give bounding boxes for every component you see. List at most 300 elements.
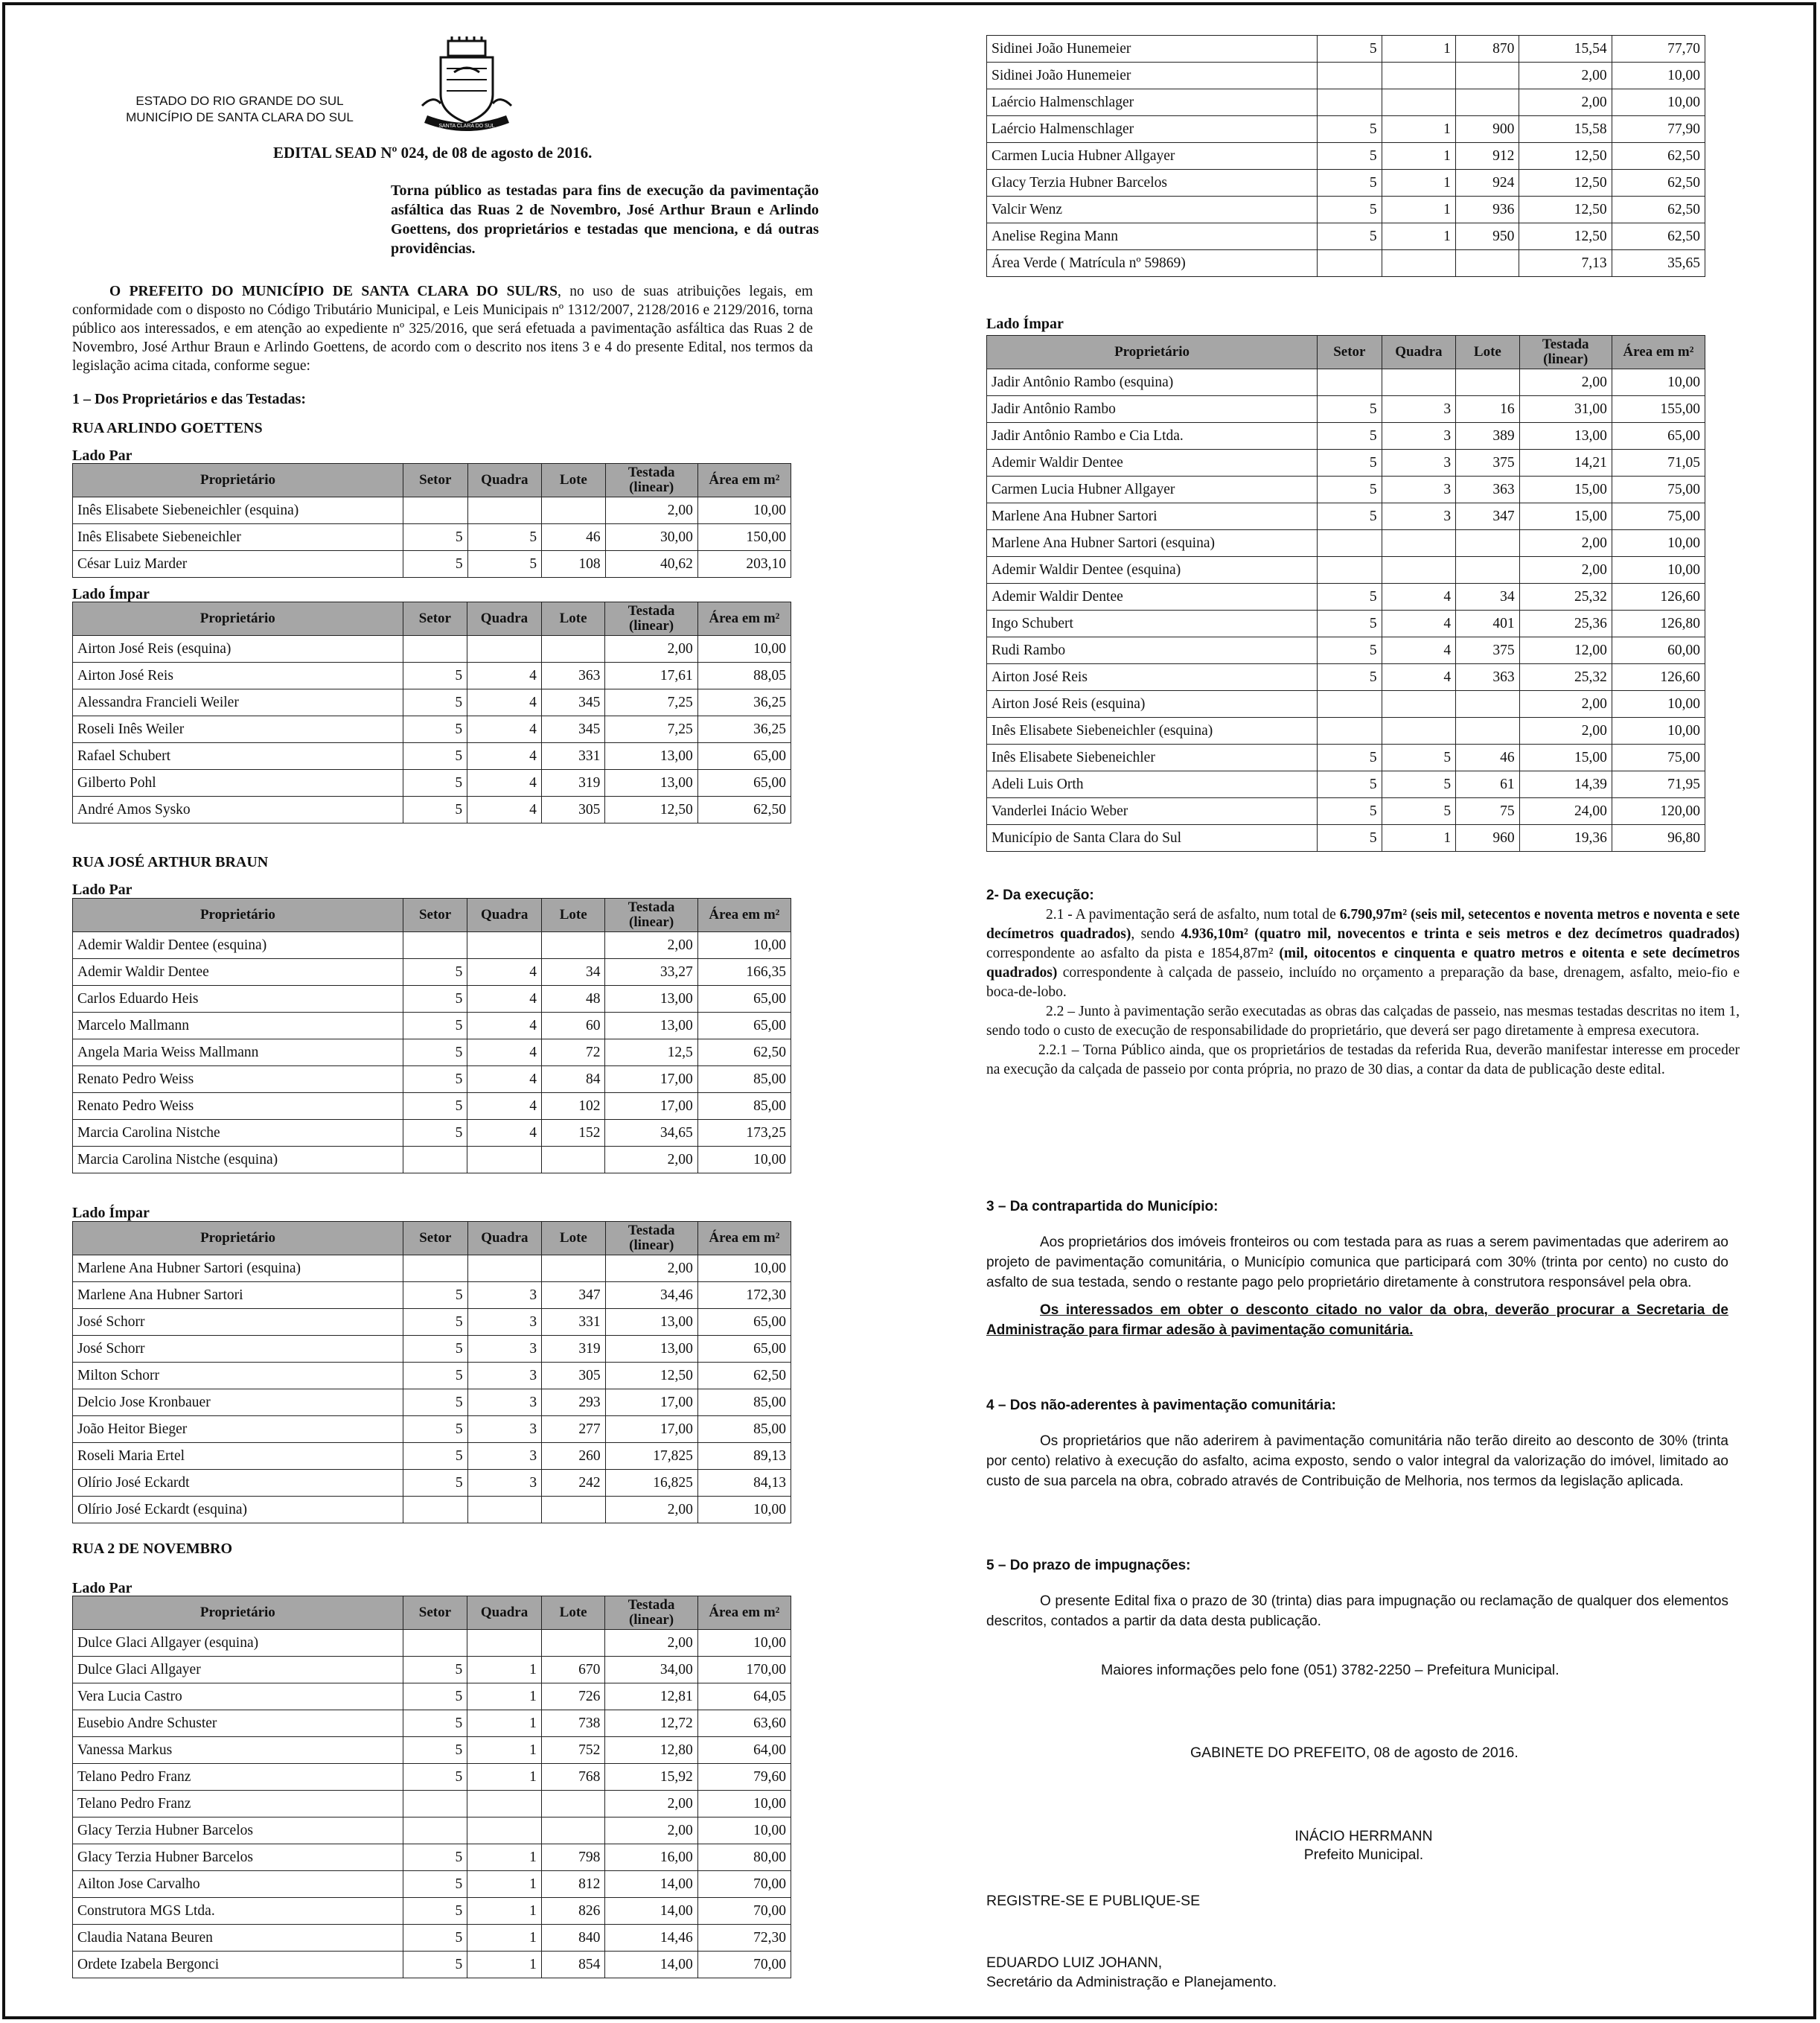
cell-testada: 15,92 [605,1764,697,1791]
cell-proprietario: Construtora MGS Ltda. [73,1898,403,1925]
cell-area: 65,00 [697,1013,791,1039]
cell-area: 62,50 [697,1363,791,1389]
cell-testada: 2,00 [605,1791,697,1817]
cell-area: 10,00 [697,1791,791,1817]
cell-quadra: 1 [467,1952,542,1978]
cell-setor [403,497,468,524]
table-novembro-par-continued [986,35,1705,277]
cell-area: 65,00 [697,1336,791,1363]
cell-testada: 2,00 [605,1147,697,1173]
cell-area: 120,00 [1612,798,1705,825]
section3-body [986,1232,1728,1340]
cell-proprietario: André Amos Sysko [73,797,403,823]
cell-quadra: 4 [467,743,542,770]
street-novembro-title: RUA 2 DE NOVEMBRO [72,1541,233,1557]
cell-testada: 34,65 [605,1120,697,1147]
cell-testada: 34,46 [605,1282,697,1309]
cell-testada: 2,00 [605,1817,697,1844]
cell-proprietario: Renato Pedro Weiss [73,1093,403,1120]
column-header-quadra: Quadra [467,1596,542,1630]
cell-area: 10,00 [697,636,791,663]
cell-proprietario: Dulce Glaci Allgayer (esquina) [73,1630,403,1657]
table-row [987,477,1705,503]
section2-item-2-2-1: 2.2.1 – Torna Público ainda, que os proprietários de testadas da referida Rua, deverão manifestar interesse em proceder na execução da calçada de passeio por conta própria, no prazo de 30 dias, a contar da data de publicação deste edital. [986,1042,1740,1077]
table-row [987,450,1705,477]
section2-title: 2- Da execução: [986,888,1094,903]
cell-quadra: 5 [467,524,542,551]
cell-area: 85,00 [697,1416,791,1443]
table-row [987,745,1705,771]
cell-testada: 12,72 [605,1710,697,1737]
table-row [987,197,1705,223]
cell-setor: 5 [403,1871,467,1898]
cell-lote: 870 [1455,36,1519,63]
cell-proprietario: Telano Pedro Franz [73,1791,403,1817]
cell-proprietario: Eusebio Andre Schuster [73,1710,403,1737]
cell-testada: 12,5 [605,1039,697,1066]
cell-area: 64,00 [697,1737,791,1764]
cell-setor: 5 [403,770,467,797]
cell-lote: 401 [1456,611,1519,637]
cell-setor: 5 [403,797,467,823]
cell-area: 126,60 [1612,664,1705,691]
cell-quadra: 4 [467,1013,542,1039]
cell-setor [403,1255,468,1282]
cell-lote: 242 [542,1470,605,1497]
document-page [2,2,1816,2019]
section2-item-2-2: 2.2 – Junto à pavimentação serão executadas as obras das calçadas de passeio, nas mesmas testadas descritas no item 1, sendo todo o custo de execução de responsabilidade do proprietário, que deverá ser pago diretamente à empresa executora. [986,1004,1740,1039]
column-header-quadra: Quadra [467,1222,542,1255]
preamble [72,282,813,375]
cell-proprietario: Glacy Terzia Hubner Barcelos [987,170,1318,197]
column-header-area: Área em m² [697,899,791,932]
column-header-lote: Lote [541,602,605,636]
cell-area: 64,05 [697,1683,791,1710]
cell-area: 10,00 [697,1497,791,1523]
cell-proprietario: Sidinei João Hunemeier [987,36,1318,63]
cell-lote: 840 [541,1925,605,1952]
cell-lote [541,1817,605,1844]
cell-area: 10,00 [1612,63,1705,89]
cell-lote [542,1497,605,1523]
table-row [987,396,1705,423]
cell-setor: 5 [1318,798,1382,825]
table-row [73,551,791,578]
cell-area: 70,00 [697,1871,791,1898]
cell-testada: 13,00 [605,1309,697,1336]
table-row [73,1093,791,1120]
cell-proprietario: Marcia Carolina Nistche [73,1120,403,1147]
column-header-testada: Testada (linear) [605,899,697,932]
cell-quadra [1382,691,1456,718]
cell-setor [403,636,467,663]
cell-setor: 5 [1318,170,1382,197]
table-row [987,825,1705,852]
municipal-crest-icon [418,35,515,139]
cell-quadra: 4 [467,716,542,743]
cell-quadra: 1 [1382,143,1455,170]
cell-testada: 2,00 [605,1255,697,1282]
cell-area: 84,13 [697,1470,791,1497]
cell-proprietario: Milton Schorr [73,1363,403,1389]
cell-setor: 5 [403,1710,467,1737]
cell-proprietario: Ademir Waldir Dentee (esquina) [73,932,403,959]
table-novembro-par [72,1596,791,1978]
cell-proprietario: Gilberto Pohl [73,770,403,797]
cell-area: 126,60 [1612,584,1705,611]
section5-body [986,1591,1728,1631]
cell-setor: 5 [403,743,467,770]
crest-banner-text: SANTA CLARA DO SUL [438,124,495,129]
table-row [987,423,1705,450]
cell-proprietario: Angela Maria Weiss Mallmann [73,1039,403,1066]
cell-quadra: 1 [1382,223,1455,250]
cell-area: 70,00 [697,1952,791,1978]
cell-lote: 726 [541,1683,605,1710]
cell-setor: 5 [1318,477,1382,503]
cell-setor: 5 [403,1389,468,1416]
table-row [73,743,791,770]
cell-lote [542,497,605,524]
cell-testada: 13,00 [1519,423,1612,450]
cell-proprietario: Delcio Jose Kronbauer [73,1389,403,1416]
cell-area: 75,00 [1612,745,1705,771]
cell-lote: 345 [541,689,605,716]
cell-proprietario: Ailton Jose Carvalho [73,1871,403,1898]
contact-info: Maiores informações pelo fone (051) 3782-2250 – Prefeitura Municipal. [1101,1662,1559,1678]
table-jose-par [72,898,791,1173]
cell-proprietario: Área Verde ( Matrícula nº 59869) [987,250,1318,277]
cell-lote: 752 [541,1737,605,1764]
cell-quadra: 5 [467,551,542,578]
header-institution [117,93,363,126]
column-header-proprietario: Proprietário [73,1222,403,1255]
cell-quadra: 3 [1382,396,1456,423]
cell-quadra: 1 [467,1844,542,1871]
cell-testada: 40,62 [605,551,697,578]
cell-lote: 375 [1456,450,1519,477]
cell-area: 96,80 [1612,825,1705,852]
state-name: ESTADO DO RIO GRANDE DO SUL [135,94,344,108]
cell-quadra: 4 [467,1120,542,1147]
street-arlindo-title: RUA ARLINDO GOETTENS [72,420,263,436]
column-header-quadra: Quadra [467,602,542,636]
column-header-area: Área em m² [697,602,791,636]
cell-proprietario: Carmen Lucia Hubner Allgayer [987,143,1318,170]
section2-item-2-1 [986,905,1740,1002]
cell-quadra: 3 [467,1470,542,1497]
cell-testada: 14,46 [605,1925,697,1952]
cell-quadra: 1 [1382,825,1456,852]
cell-setor [1318,557,1382,584]
cell-setor: 5 [1318,771,1382,798]
cell-setor: 5 [403,1925,467,1952]
cell-lote [1456,369,1519,396]
cell-setor: 5 [403,1737,467,1764]
cell-proprietario: César Luiz Marder [73,551,403,578]
cell-lote: 260 [542,1443,605,1470]
column-header-setor: Setor [403,1596,467,1630]
cell-setor [403,1147,467,1173]
cell-testada: 12,50 [1519,223,1612,250]
table-row [987,116,1705,143]
cell-testada: 12,80 [605,1737,697,1764]
cell-lote: 670 [541,1657,605,1683]
cell-testada: 2,00 [1519,89,1612,116]
table-row [73,1443,791,1470]
cell-area: 10,00 [1612,557,1705,584]
cell-lote: 75 [1456,798,1519,825]
table-row [73,1764,791,1791]
cell-setor: 5 [403,959,467,986]
cell-testada: 2,00 [1519,557,1612,584]
cell-lote: 16 [1456,396,1519,423]
table-row [73,1497,791,1523]
table-row [987,89,1705,116]
cell-quadra: 3 [467,1336,542,1363]
cell-quadra: 1 [467,1871,542,1898]
table-row [987,36,1705,63]
s2-calcada-area: (mil, oitocentos e cinquenta e quatro metros e oitenta e sete decímetros quadrados) [986,946,1740,981]
cell-area: 89,13 [697,1443,791,1470]
cell-testada: 12,81 [605,1683,697,1710]
cell-area: 63,60 [697,1710,791,1737]
cell-quadra [467,1497,542,1523]
mayor-name: INÁCIO HERRMANN [1294,1828,1433,1844]
column-header-proprietario: Proprietário [73,1596,403,1630]
table-row [73,1416,791,1443]
novembro-par-label: Lado Par [72,1580,132,1596]
cell-testada: 2,00 [1519,718,1612,745]
cell-area: 10,00 [697,932,791,959]
cell-testada: 17,00 [605,1416,697,1443]
s2-text-e: correspondente ao asfalto da pista e 1854,87m² [986,946,1280,961]
cell-testada: 2,00 [605,636,697,663]
table-row [73,1925,791,1952]
cell-lote [541,1147,604,1173]
cell-testada: 14,00 [605,1871,697,1898]
cell-area: 203,10 [697,551,791,578]
cell-testada: 25,36 [1519,611,1612,637]
cell-setor: 5 [1318,745,1382,771]
cell-area: 77,70 [1612,36,1705,63]
cell-proprietario: Ademir Waldir Dentee [987,584,1318,611]
cell-proprietario: José Schorr [73,1336,403,1363]
cell-area: 71,95 [1612,771,1705,798]
table-row [987,584,1705,611]
cell-setor: 5 [1318,637,1382,664]
cell-setor: 5 [403,1683,467,1710]
cell-area: 170,00 [697,1657,791,1683]
table-novembro-impar [986,335,1705,852]
cell-proprietario: Marlene Ana Hubner Sartori (esquina) [73,1255,403,1282]
cell-area: 155,00 [1612,396,1705,423]
cell-quadra: 4 [1382,584,1456,611]
table-row [73,1791,791,1817]
cell-lote: 363 [1456,664,1519,691]
cell-proprietario: Marlene Ana Hubner Sartori (esquina) [987,530,1318,557]
cell-testada: 2,00 [605,932,697,959]
cell-testada: 19,36 [1519,825,1612,852]
cell-proprietario: Ingo Schubert [987,611,1318,637]
cell-lote: 347 [542,1282,605,1309]
cell-area: 65,00 [697,743,791,770]
s2-total-area: 6.790,97m² (seis mil, setecentos e noventa metros e noventa e sete decímetros quadrados) [986,907,1740,942]
cell-area: 65,00 [697,770,791,797]
cell-quadra: 4 [467,663,542,689]
cell-testada: 17,00 [605,1066,697,1093]
section3-paragraph: Aos proprietários dos imóveis fronteiros ou com testada para as ruas a serem pavimentadas que aderirem ao projeto de pavimentação comunitária, o Município comunica que participará com 30% (trinta por cento) no custo do asfalto de sua testada, sendo o restante pago pelo proprietário diretamente à construtora responsável pela obra. [986,1234,1728,1290]
cell-proprietario: João Heitor Bieger [73,1416,403,1443]
cell-quadra [1382,250,1455,277]
cell-quadra: 1 [467,1898,542,1925]
table-row [73,497,791,524]
cell-proprietario: Marlene Ana Hubner Sartori [987,503,1318,530]
column-header-quadra: Quadra [467,899,542,932]
cell-testada: 13,00 [605,1336,697,1363]
cell-testada: 14,00 [605,1898,697,1925]
cell-setor: 5 [1318,143,1382,170]
cell-testada: 14,21 [1519,450,1612,477]
cell-proprietario: Olírio José Eckardt [73,1470,403,1497]
preamble-text: , no uso de suas atribuições legais, em conformidade com o disposto no Código Tributário Municipal, e Leis Municipais nº 1312/2007, 2128/2016 e 2129/2016, torna público aos interessados, e em atenção ao expediente nº 325/2016, que será efetuada a pavimentação asfáltica das Ruas 2 de Novembro, José Arthur Braun e Arlindo Goettens, de acordo com o descrito nos itens 3 e 4 do presente Edital, nos termos da legislação acima citada, conforme segue: [72,284,813,374]
cell-lote: 277 [542,1416,605,1443]
cell-lote: 305 [541,797,605,823]
cell-setor: 5 [1318,396,1382,423]
cell-quadra: 1 [1382,170,1455,197]
cell-proprietario: Inês Elisabete Siebeneichler (esquina) [987,718,1318,745]
cell-quadra [467,1147,542,1173]
cell-setor: 5 [403,1282,468,1309]
s2-pista-area: 4.936,10m² (quatro mil, novecentos e trinta e seis metros e dez decímetros quadrados) [1181,926,1740,942]
cell-testada: 17,825 [605,1443,697,1470]
cell-setor: 5 [403,1416,468,1443]
cell-quadra: 4 [467,689,542,716]
table-row [73,770,791,797]
table-row [73,1710,791,1737]
cell-setor: 5 [403,1443,468,1470]
cell-lote: 363 [1456,477,1519,503]
cell-setor: 5 [403,1898,467,1925]
cell-proprietario: Alessandra Francieli Weiler [73,689,403,716]
cell-setor: 5 [403,1764,467,1791]
cell-testada: 2,00 [605,497,697,524]
section5-title: 5 – Do prazo de impugnações: [986,1558,1191,1573]
cell-setor: 5 [403,1309,468,1336]
column-header-proprietario: Proprietário [73,602,403,636]
cell-proprietario: Jadir Antônio Rambo e Cia Ltda. [987,423,1318,450]
table-row [987,664,1705,691]
cell-setor: 5 [403,1844,467,1871]
cell-area: 60,00 [1612,637,1705,664]
column-header-setor: Setor [403,464,468,497]
secretary-name: EDUARDO LUIZ JOHANN, [986,1954,1163,1971]
cell-quadra [1382,718,1456,745]
cell-lote [1456,530,1519,557]
cell-setor: 5 [1318,116,1382,143]
cell-area: 36,25 [697,716,791,743]
cell-proprietario: Laércio Halmenschlager [987,89,1318,116]
column-header-testada: Testada (linear) [605,464,697,497]
cell-lote [541,1630,605,1657]
cell-quadra [467,1791,542,1817]
cell-lote: 854 [541,1952,605,1978]
cell-setor: 5 [1318,584,1382,611]
table-row [73,716,791,743]
cell-lote: 960 [1456,825,1519,852]
cell-testada: 2,00 [1519,369,1612,396]
cell-proprietario: Ordete Izabela Bergonci [73,1952,403,1978]
cell-lote: 34 [541,959,604,986]
cell-proprietario: Vera Lucia Castro [73,1683,403,1710]
cell-setor: 5 [1318,223,1382,250]
cell-setor: 5 [403,1120,467,1147]
cell-proprietario: Município de Santa Clara do Sul [987,825,1318,852]
jose-impar-label: Lado Ímpar [72,1205,150,1221]
cell-proprietario: Valcir Wenz [987,197,1318,223]
cell-proprietario: Marcelo Mallmann [73,1013,403,1039]
cell-area: 10,00 [697,497,791,524]
cell-setor: 5 [1318,197,1382,223]
section4-body [986,1431,1728,1491]
cell-lote: 924 [1455,170,1519,197]
cell-quadra [467,636,542,663]
table-row [987,170,1705,197]
column-header-quadra: Quadra [1382,336,1456,369]
cell-lote: 46 [542,524,605,551]
table-row [987,223,1705,250]
cell-setor: 5 [403,689,467,716]
cell-testada: 17,00 [605,1389,697,1416]
cell-setor: 5 [1318,450,1382,477]
cell-testada: 31,00 [1519,396,1612,423]
table-row [73,1817,791,1844]
cell-testada: 13,00 [605,770,697,797]
cell-proprietario: Inês Elisabete Siebeneichler (esquina) [73,497,403,524]
cell-proprietario: Airton José Reis [987,664,1318,691]
cell-lote: 375 [1456,637,1519,664]
cell-proprietario: Ademir Waldir Dentee [73,959,403,986]
cell-proprietario: Olírio José Eckardt (esquina) [73,1497,403,1523]
cell-quadra: 3 [1382,423,1456,450]
edital-ementa: Torna público as testadas para fins de execução da pavimentação asfáltica das Ruas 2 de Novembro, José Arthur Braun e Arlindo Goettens, dos proprietários e testadas que menciona, e dá outras providências. [391,182,819,257]
cell-lote: 331 [542,1309,605,1336]
cell-setor [1318,718,1382,745]
cell-quadra: 3 [467,1282,542,1309]
cell-quadra: 1 [467,1925,542,1952]
column-header-proprietario: Proprietário [73,899,403,932]
cell-quadra [1382,369,1456,396]
table-row [73,1147,791,1173]
cell-testada: 15,58 [1519,116,1612,143]
cell-proprietario: Vanessa Markus [73,1737,403,1764]
table-row [987,798,1705,825]
table-row [987,250,1705,277]
table-row [73,1255,791,1282]
cell-proprietario: Airton José Reis [73,663,403,689]
cell-proprietario: Marlene Ana Hubner Sartori [73,1282,403,1309]
cell-lote: 768 [541,1764,605,1791]
cell-lote: 108 [542,551,605,578]
cell-proprietario: Roseli Maria Ertel [73,1443,403,1470]
cell-setor [403,1497,468,1523]
section4-paragraph: Os proprietários que não aderirem à pavimentação comunitária não terão direito ao desconto de 30% (trinta por cento) relativo à execução do asfalto, acima exposto, sendo o valor integral da valorização do imóvel, limitado ao custo de sua parcela na obra, cobrado através de Contribuição de Melhoria, nos termos da legislação aplicada. [986,1433,1728,1489]
table-row [73,1737,791,1764]
cell-quadra [1382,89,1455,116]
table-row [73,986,791,1013]
column-header-area: Área em m² [697,1596,791,1630]
cell-setor: 5 [403,1657,467,1683]
